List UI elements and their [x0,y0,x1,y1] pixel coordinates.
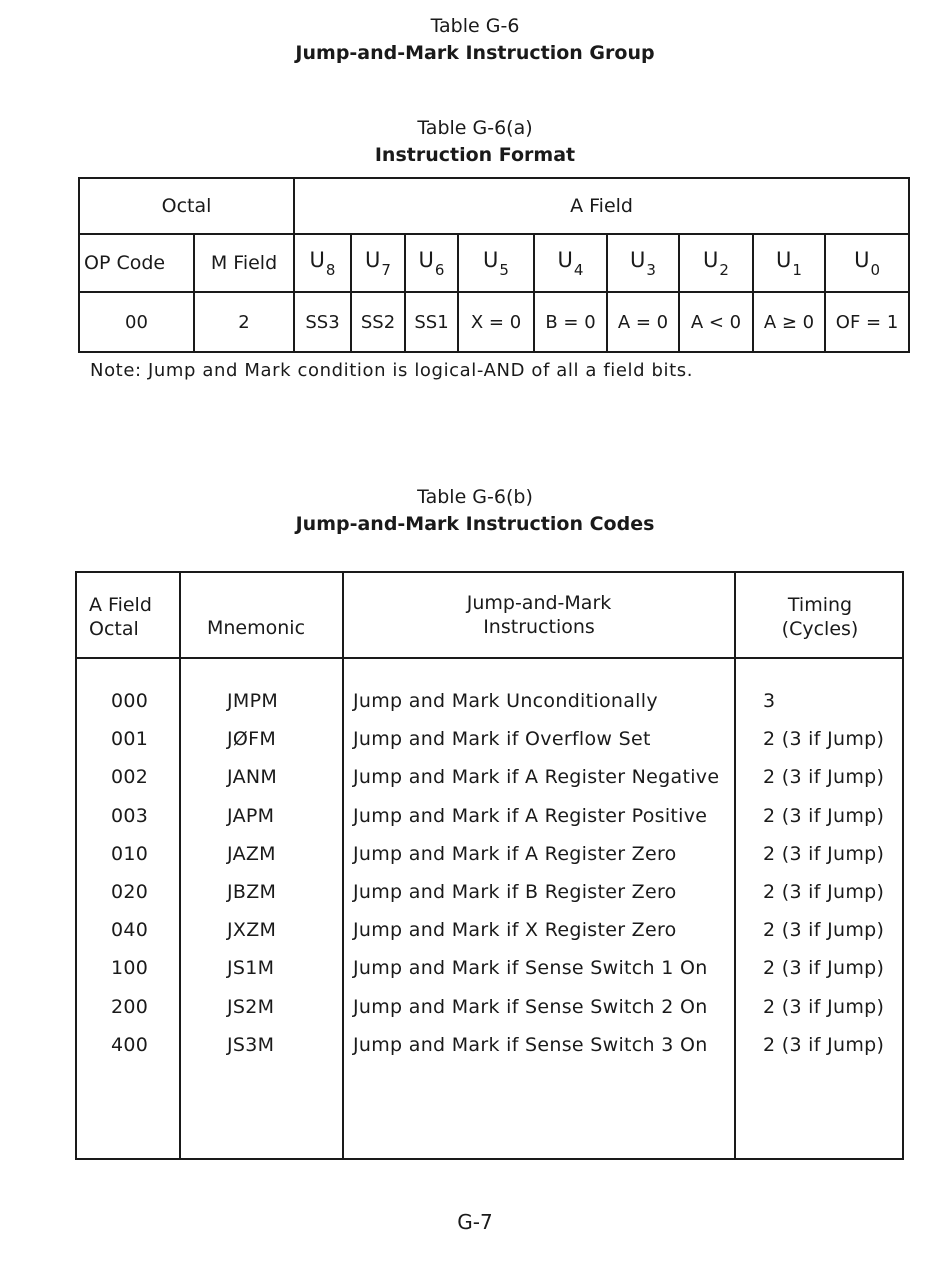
codes-table-caption-line1: Table G-6(b) [417,486,533,508]
instruction-cell: Jump and Mark if Sense Switch 3 On [353,1033,708,1056]
table-row [77,873,902,911]
table-row [77,797,902,835]
format-note: Note: Jump and Mark condition is logical-AND of all a field bits. [90,360,694,381]
m-field-label: M Field [194,234,294,292]
main-caption-line1: Table G-6 [430,15,520,37]
timing-cell: 2 (3 if Jump) [763,957,885,980]
a-field-header: A Field [294,178,909,234]
u-bit-header [753,234,825,292]
a-field-octal-cell: 200 [111,995,149,1018]
header-timing-line2: (Cycles) [781,618,859,640]
timing-cell: 3 [763,690,776,712]
a-field-octal-cell: 020 [111,881,149,903]
table-row [77,949,902,987]
header-instructions-line2: Instructions [483,616,595,638]
a-field-octal-cell: 000 [111,690,149,712]
a-field-octal-cell: 001 [111,728,149,751]
u-bit-subscript: 6 [434,260,445,279]
a-field-octal-cell: 400 [111,1033,149,1056]
main-caption [0,13,950,67]
bit-condition-value: SS3 [294,292,351,352]
instruction-cell: Jump and Mark if Overflow Set [353,728,651,751]
u-bit-letter: U [630,247,646,272]
u-bit-letter: U [854,247,870,272]
u-bit-subscript: 5 [499,260,509,279]
timing-cell: 2 (3 if Jump) [763,1033,885,1056]
u-bit-header [458,234,534,292]
instruction-cell: Jump and Mark Unconditionally [353,690,658,712]
op-code-value: 00 [79,292,194,352]
mnemonic-cell: JXZM [227,919,277,942]
instruction-cell: Jump and Mark if A Register Zero [353,842,677,865]
timing-cell: 2 (3 if Jump) [763,728,885,751]
format-table-caption [0,115,950,169]
bit-condition-value: X = 0 [458,292,534,352]
mnemonic-cell: JØFM [227,728,277,751]
main-caption-line2: Jump-and-Mark Instruction Group [295,42,655,64]
m-field-value: 2 [194,292,294,352]
instruction-cell: Jump and Mark if Sense Switch 1 On [353,957,708,980]
a-field-octal-cell: 100 [111,957,149,980]
bit-condition-value: OF = 1 [825,292,909,352]
instruction-codes-table [75,571,904,1160]
mnemonic-cell: JS2M [227,995,275,1018]
mnemonic-cell: JBZM [227,881,277,903]
bit-condition-value: A < 0 [679,292,753,352]
instruction-cell: Jump and Mark if X Register Zero [353,919,677,942]
u-bit-header [534,234,607,292]
bit-condition-value: A ≥ 0 [753,292,825,352]
header-mnemonic: Mnemonic [207,617,306,639]
instruction-cell: Jump and Mark if A Register Negative [353,766,720,789]
instruction-cell: Jump and Mark if B Register Zero [353,881,677,903]
u-bit-subscript: 0 [870,260,880,279]
u-bit-letter: U [776,247,792,272]
header-timing [736,593,904,641]
table-row [77,988,902,1026]
a-field-octal-cell: 010 [111,842,149,865]
bit-condition-value: A = 0 [607,292,679,352]
u-bit-subscript: 8 [325,260,336,279]
mnemonic-cell: JAZM [227,842,276,865]
u-bit-letter: U [483,247,499,272]
table-row [77,1026,902,1064]
a-field-octal-cell: 040 [111,919,149,942]
timing-cell: 2 (3 if Jump) [763,766,885,789]
page-number: G-7 [457,1210,493,1234]
u-bit-letter: U [309,247,325,272]
u-bit-letter: U [703,247,719,272]
u-bit-header [679,234,753,292]
header-a-field-line1: A Field [89,594,152,616]
u-bit-subscript: 4 [573,260,584,279]
u-bit-subscript: 2 [719,260,729,279]
op-code-label: OP Code [79,234,194,292]
codes-table-caption [0,484,950,538]
instruction-cell: Jump and Mark if Sense Switch 2 On [353,995,708,1018]
bit-condition-value: SS1 [405,292,458,352]
mnemonic-cell: JMPM [227,690,279,712]
codes-table-caption-line2: Jump-and-Mark Instruction Codes [295,513,655,535]
u-bit-header [405,234,458,292]
u-bit-subscript: 1 [792,260,802,279]
timing-cell: 2 (3 if Jump) [763,881,885,903]
u-bit-header [351,234,405,292]
table-row [77,720,902,758]
u-bit-letter: U [557,247,573,272]
format-table-caption-line2: Instruction Format [374,144,576,166]
table-row [77,758,902,796]
mnemonic-cell: JS1M [227,957,275,980]
header-a-field-octal [89,593,152,641]
bit-condition-value: B = 0 [534,292,607,352]
octal-header: Octal [79,178,294,234]
timing-cell: 2 (3 if Jump) [763,919,885,942]
timing-cell: 2 (3 if Jump) [763,842,885,865]
mnemonic-cell: JS3M [227,1033,275,1056]
timing-cell: 2 (3 if Jump) [763,804,885,827]
u-bit-letter: U [418,247,434,272]
header-a-field-line2: Octal [89,618,139,640]
header-divider [77,657,902,659]
u-bit-subscript: 3 [646,260,656,279]
header-timing-line1: Timing [787,594,853,616]
instruction-cell: Jump and Mark if A Register Positive [353,804,708,827]
u-bit-subscript: 7 [381,260,391,279]
u-bit-header [294,234,351,292]
table-row [77,911,902,949]
u-bit-header [825,234,909,292]
mnemonic-cell: JANM [227,766,278,789]
u-bit-letter: U [365,247,381,272]
a-field-octal-cell: 003 [111,804,149,827]
header-instructions-line1: Jump-and-Mark [466,592,612,614]
table-row [77,682,902,720]
table-row [77,835,902,873]
u-bit-header [607,234,679,292]
format-table-caption-line1: Table G-6(a) [417,117,533,139]
bit-condition-value: SS2 [351,292,405,352]
a-field-octal-cell: 002 [111,766,149,789]
timing-cell: 2 (3 if Jump) [763,995,885,1018]
header-instructions [344,591,734,639]
mnemonic-cell: JAPM [227,804,275,827]
instruction-format-table [78,177,910,353]
